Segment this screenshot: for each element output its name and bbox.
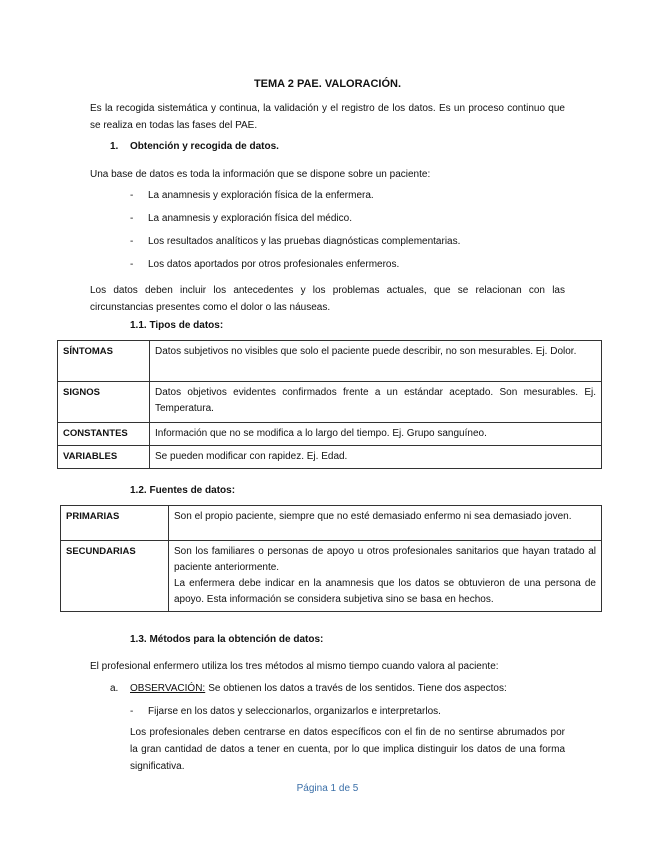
- table-key: CONSTANTES: [58, 423, 150, 446]
- table-value: Datos objetivos evidentes confirmados frente a un estándar aceptado. Son mesurables. Ej. Temperatura.: [150, 382, 602, 423]
- table-row: [58, 341, 602, 382]
- methods-lead: El profesional enfermero utiliza los tres métodos al mismo tiempo cuando valora al paciente:: [90, 661, 499, 672]
- methods-heading: 1.3. Métodos para la obtención de datos:: [130, 634, 324, 645]
- table-key: VARIABLES: [58, 446, 150, 469]
- table-value: Información que no se modifica a lo largo del tiempo. Ej. Grupo sanguíneo.: [150, 423, 602, 446]
- secondary-text-2: La enfermera debe indicar en la anamnesis que los datos se obtuvieron de una persona de apoyo. Esta información se considera subjetiva sino se basa en hechos.: [174, 578, 596, 605]
- method-item: [110, 683, 507, 694]
- table-key: SECUNDARIAS: [61, 541, 169, 612]
- list-item: [130, 213, 352, 224]
- bullet-dash: -: [130, 213, 134, 224]
- page-title: TEMA 2 PAE. VALORACIÓN.: [253, 78, 402, 90]
- sources-table: [60, 505, 602, 612]
- method-letter: a.: [110, 683, 119, 694]
- section-1-after: Los datos deben incluir los antecedentes y los problemas actuales, que se relacionan con las circunstancias presentes como el dolor o las náuseas.: [90, 285, 565, 313]
- table-row: [58, 423, 602, 446]
- method-text: Se obtienen los datos a través de los sentidos. Tiene dos aspectos:: [208, 683, 507, 694]
- bullet-text: La anamnesis y exploración física de la enfermera.: [148, 190, 374, 201]
- types-table: [57, 340, 602, 469]
- list-item: [130, 236, 460, 247]
- table-key: PRIMARIAS: [61, 506, 169, 541]
- section-1-title: Obtención y recogida de datos.: [130, 141, 279, 152]
- bullet-dash: -: [130, 706, 134, 717]
- table-key: SIGNOS: [58, 382, 150, 423]
- bullet-dash: -: [130, 259, 134, 270]
- bullet-dash: -: [130, 190, 134, 201]
- method-label: OBSERVACIÓN:: [130, 683, 206, 694]
- section-1-heading: [110, 141, 279, 152]
- list-item: [130, 259, 399, 270]
- bullet-text: Fijarse en los datos y seleccionarlos, organizarlos e interpretarlos.: [148, 706, 441, 717]
- table-value: Se pueden modificar con rapidez. Ej. Edad.: [150, 446, 602, 469]
- table-row: [58, 446, 602, 469]
- sources-heading: 1.2. Fuentes de datos:: [130, 485, 236, 496]
- table-row: [61, 506, 602, 541]
- bullet-text: Los datos aportados por otros profesionales enfermeros.: [148, 259, 400, 270]
- section-1-lead: Una base de datos es toda la información que se dispone sobre un paciente:: [90, 169, 431, 180]
- table-value: Datos subjetivos no visibles que solo el paciente puede describir, no son mesurables. Ej. Dolor.: [150, 341, 602, 382]
- list-item: [130, 190, 374, 201]
- types-heading: 1.1. Tipos de datos:: [130, 320, 224, 331]
- bullet-text: La anamnesis y exploración física del médico.: [148, 213, 352, 224]
- table-row: [61, 541, 602, 612]
- intro-paragraph: Es la recogida sistemática y continua, la validación y el registro de los datos. Es un proceso continuo que se realiza en todas las fases del PAE.: [90, 103, 565, 131]
- secondary-text-1: Son los familiares o personas de apoyo u otros profesionales sanitarios que hayan tratado al paciente anteriormente.: [174, 546, 596, 573]
- list-item: [130, 706, 441, 717]
- table-key: SÍNTOMAS: [58, 341, 150, 382]
- bullet-text: Los resultados analíticos y las pruebas diagnósticas complementarias.: [148, 236, 461, 247]
- bullet-dash: -: [130, 236, 134, 247]
- page-footer: Página 1 de 5: [296, 783, 359, 794]
- methods-closing: Los profesionales deben centrarse en datos específicos con el fin de no sentirse abrumados por la gran cantidad de datos a tener en cuenta, por lo que implica distinguir los datos de una forma significativa.: [130, 727, 565, 772]
- table-value: [169, 541, 602, 612]
- table-row: [58, 382, 602, 423]
- section-1-number: 1.: [110, 141, 119, 152]
- table-value: Son el propio paciente, siempre que no esté demasiado enfermo ni sea demasiado joven.: [169, 506, 602, 541]
